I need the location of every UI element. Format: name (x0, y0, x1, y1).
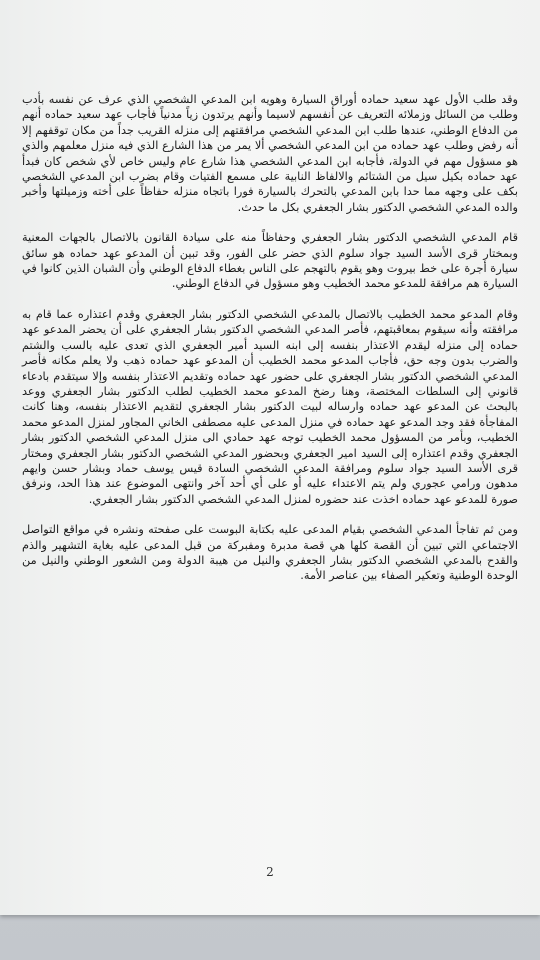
paragraph-social-media: ومن ثم تفاجأ المدعي الشخصي بقيام المدعى عليه بكتابة البوست على صفحته ونشره في مواقع التواصل الاجتماعي التي تبين أن القصة كلها هي قصة مدبرة ومفبركة من قبل المدعى عليه بغاية التشهير والذم والقدح بالمدعي الشخصي الدكتور بشار الجعفري والنيل من هيبة الدولة ومن الشعور الوطني والنيل من الوحدة الوطنية وتعكير الصفاء بين عناصر الأمة. (22, 523, 518, 583)
paragraph-incident: وقد طلب الأول عهد سعيد حماده أوراق السيارة وهويه ابن المدعي الشخصي الذي عرف عن نفسه بأدب وطلب من السائل وزملائه التعريف عن أنفسهم لاسيما وأنهم يرتدون زياً مدنياً فأجاب عهد سعيد حماده أنهم من الدفاع الوطني، عندها طلب ابن المدعي الشخصي مرافقتهم إلى منزله القريب جداً من مكان توقفهم إلا أنه رفض وطلب عهد حماده من ابن المدعي الشخصي ألا يمر من هذا الشارع الذي فيه منزل معلمهم والذي هو مسؤول مهم في الدولة، فأجابه ابن المدعي الشخصي هذا شارع عام وليس خاص لأي شخص كان فبدأ عهد حماده بكيل سيل من الشتائم والالفاظ النابية على مسمع الفتيات وقام بضرب ابن المدعي الشخصي بكف على وجهه مما حدا بابن المدعي بالتحرك بالسيارة فورا باتجاه منزله حفاظاً على أخته وزميلتها وأخبر والده المدعي الشخصي الدكتور بشار الجعفري بكل ما حدث. (22, 93, 518, 214)
paragraph-contact-authorities: قام المدعي الشخصي الدكتور بشار الجعفري وحفاظاً منه على سيادة القانون بالاتصال بالجهات المعنية وبمختار قرى الأسد السيد جواد سلوم الذي حضر على الفور، وقد تبين أن المدعو عهد حماده هو سائق سيارة أجرة على خط بيروت وهو يقوم بالتهجم على الناس بغطاء الدفاع الوطني وأن الشبان الذين كانوا في السيارة هم مرافقة للمدعو محمد الخطيب وهو مسؤول في الدفاع الوطني. (22, 231, 518, 291)
page-number: 2 (266, 865, 274, 879)
paragraph-apology: وقام المدعو محمد الخطيب بالاتصال بالمدعي الشخصي الدكتور بشار الجعفري وقدم اعتذاره عما قام به مرافقته وأنه سيقوم بمعاقبتهم، فأصر المدعي الشخصي الدكتور بشار الجعفري على أن يحضر المدعو عهد حماده إلى منزله ليقدم الاعتذار بنفسه إلى ابنه السيد أمير الجعفري الذي تعدى عليه بالسب والشتم والضرب بدون وجه حق، فأجاب المدعو محمد الخطيب أن المدعو عهد حماده ذهب ولا يعلم مكانه فأصر المدعي الشخصي الدكتور بشار الجعفري على حضور عهد حماده وتقديم الاعتذار بنفسه وإلا سيتقدم بادعاء قانوني إلى السلطات المختصة، وهنا رضخ المدعو محمد الخطيب لطلب الدكتور بشار الجعفري ووعد بالبحث عن المدعو عهد حماده وارساله لبيت الدكتور بشار الجعفري لتقديم الاعتذار بنفسه، وهنا كانت المفاجأة فقد وجد المدعو عهد حماده في منزل المدعى عليه مصطفى الخاني المجاور لمنزل المدعو محمد الخطيب، وبأمر من المسؤول محمد الخطيب توجه عهد حمادي الى منزل المدعي الشخصي الدكتور بشار الجعفري وقدم اعتذاره إلى السيد امير الجعفري وبحضور المدعي الشخصي الدكتور بشار الجعفري ومختار قرى الأسد السيد جواد سلوم ومرافقة المدعي الشخصي السادة قيس يوسف حماد وبشار حسن وايهم مدهون ورامي عجوري ولم يتم الاعتداء عليه أو على أي أحد آخر وانتهى الموضوع عند هذا الحد، ونرفق صورة للمدعو عهد حماده اخذت عند حضوره لمنزل المدعي الشخصي الدكتور بشار الجعفري. (22, 307, 518, 506)
document-body (22, 92, 518, 599)
